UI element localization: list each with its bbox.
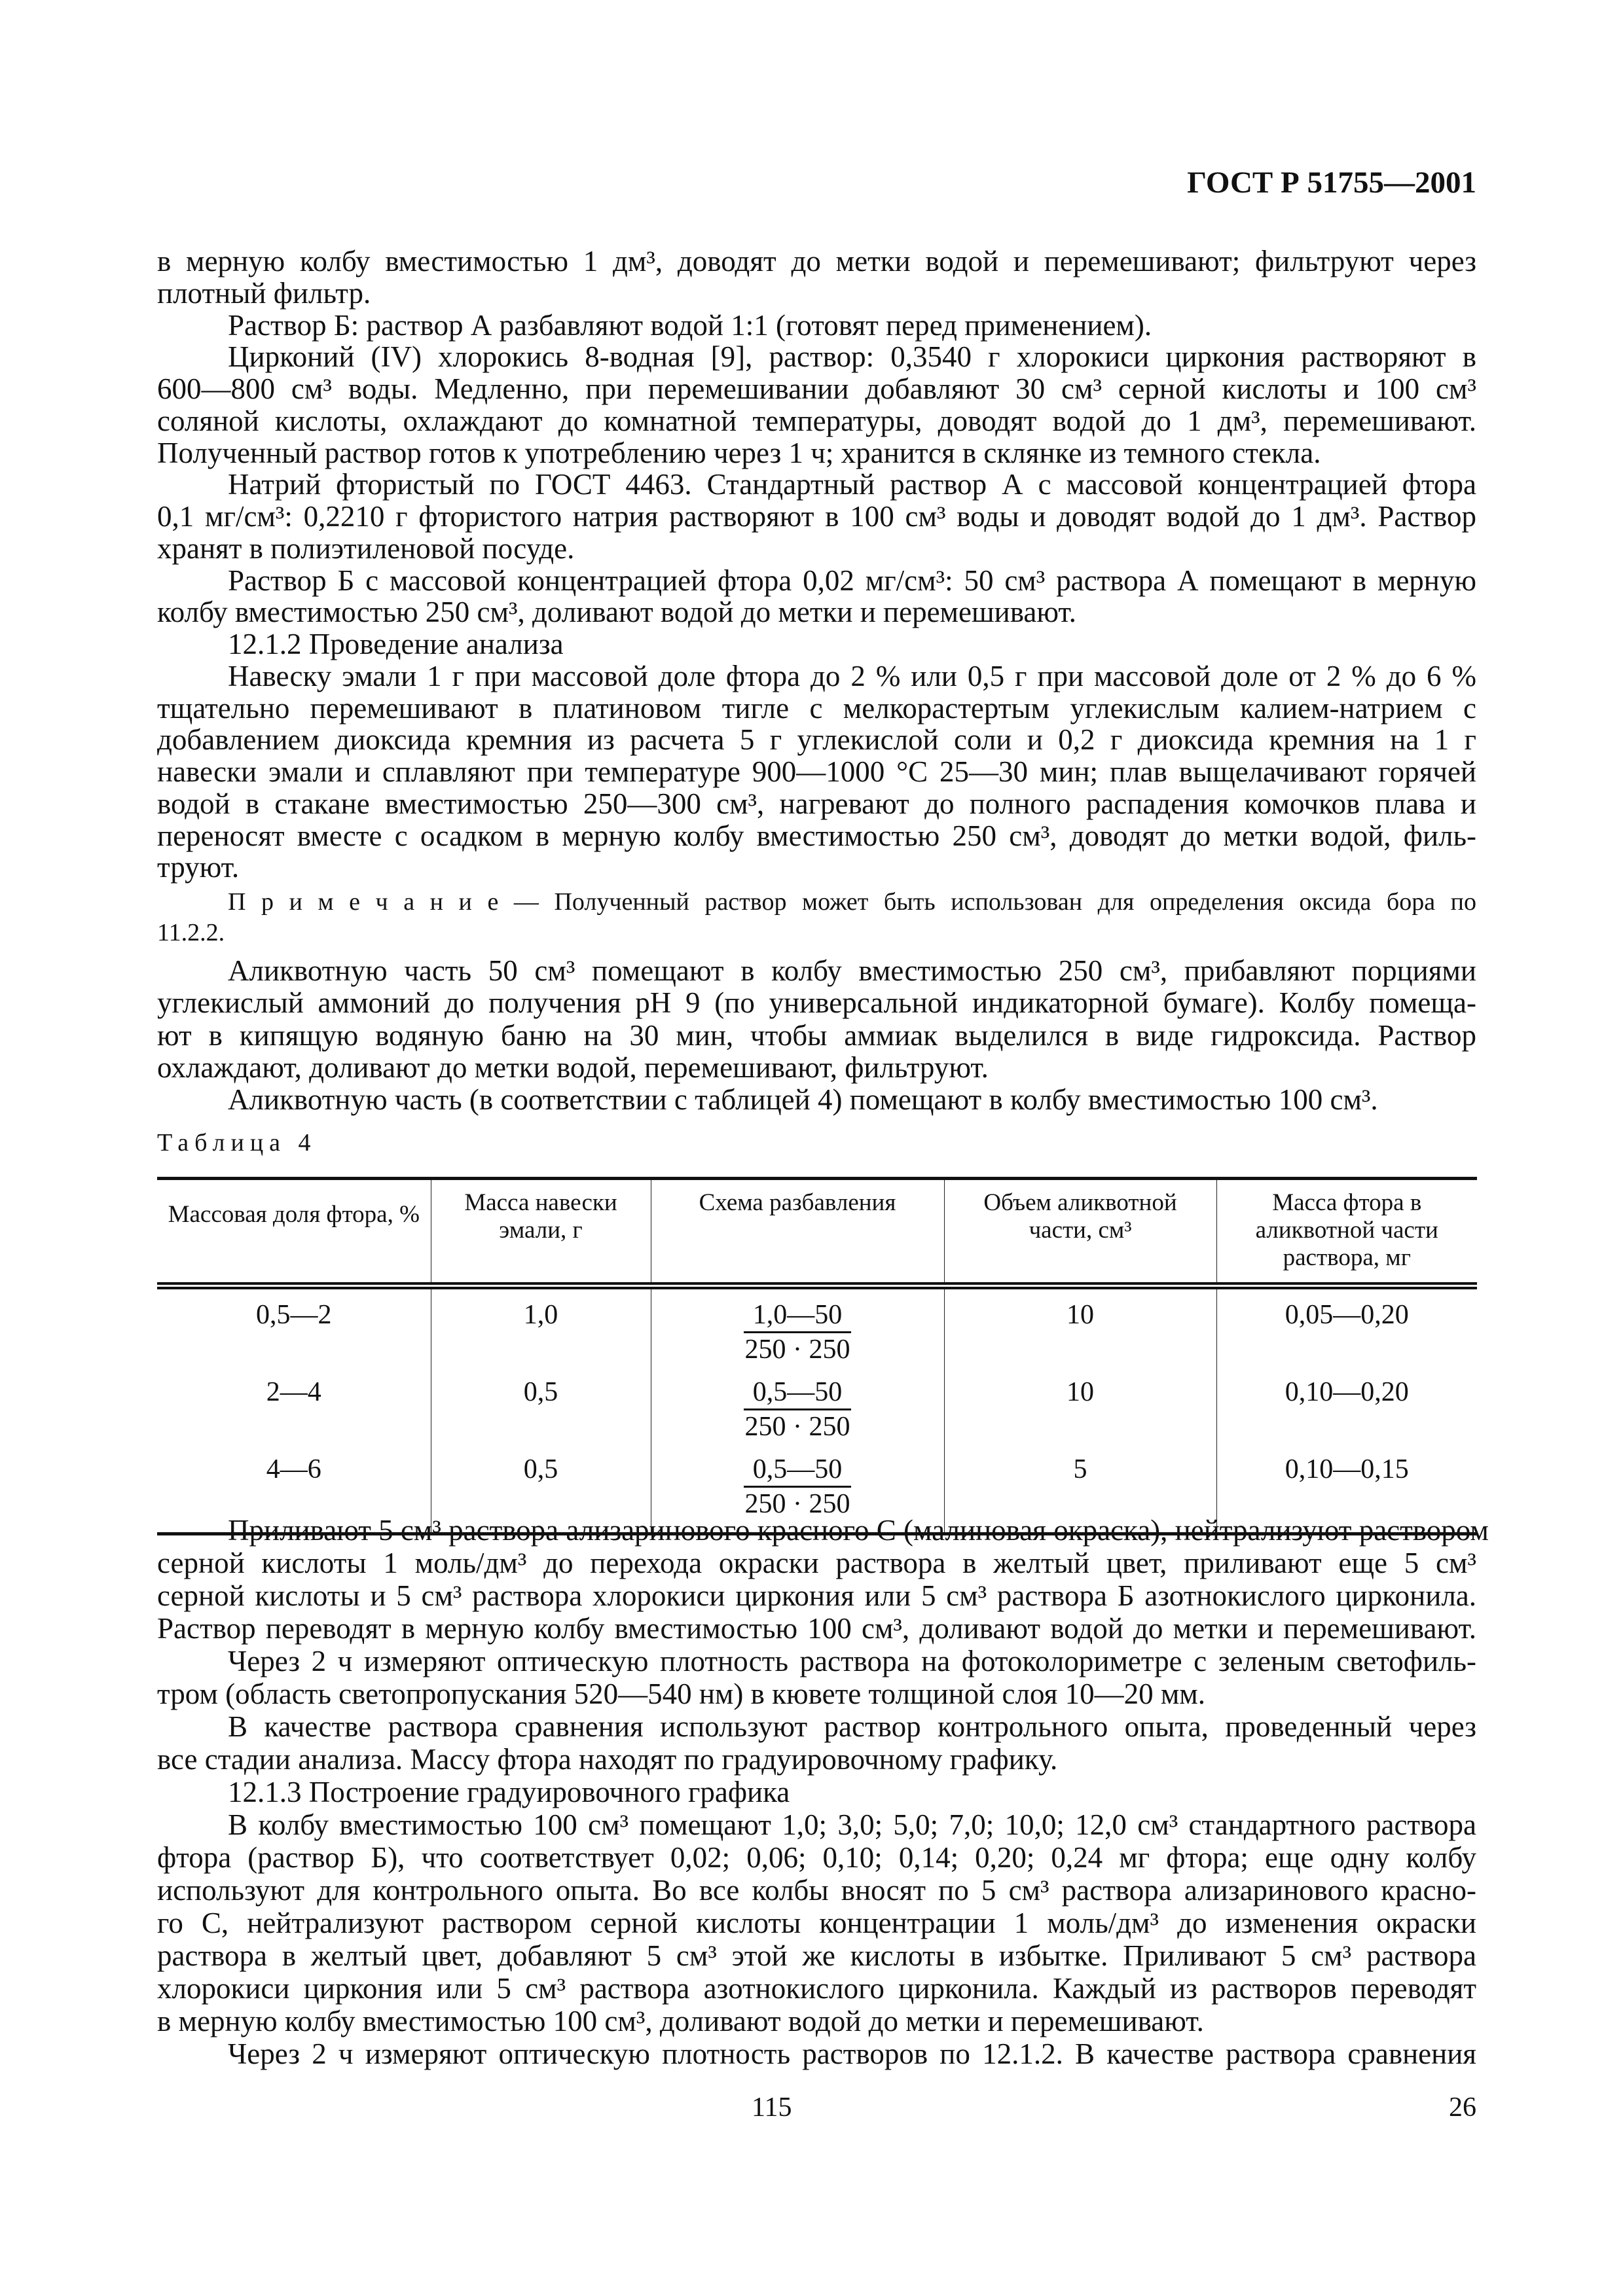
cell-sample-mass: 0,5 — [431, 1444, 651, 1534]
text-block-aliquot — [157, 955, 1476, 1116]
dilution-fraction — [744, 1453, 852, 1520]
text-line: Полученный раствор готов к употреблению через 1 ч; хранится в склянке из темного стекла. — [157, 436, 1321, 469]
document-code: ГОСТ Р 51755—2001 — [1187, 166, 1476, 200]
text-line: охлаждают, доливают до метки водой, перемешивают, фильтруют. — [157, 1050, 989, 1084]
text-line: 12.1.2 Проведение анализа — [228, 628, 564, 660]
fraction-numerator: 1,0—50 — [744, 1299, 852, 1333]
sheet-number: 26 — [1449, 2092, 1476, 2123]
text-line: серной кислоты 1 моль/дм³ до перехода окраски раствора в желтый цвет, приливают еще 5 см³ — [157, 1547, 1476, 1579]
page-number: 115 — [752, 2092, 792, 2123]
cell-fluorine-mass: 0,05—0,20 — [1216, 1286, 1477, 1367]
text-line: 0,1 мг/см³: 0,2210 г фтористого натрия растворяют в 100 см³ воды и доводят водой до 1 дм³. Раствор — [157, 500, 1476, 533]
cell-sample-mass: 1,0 — [431, 1286, 651, 1367]
text-line: тром (область светопропускания 520—540 нм) в кювете толщиной слоя 10—20 мм. — [157, 1677, 1206, 1710]
cell-aliquot-volume: 10 — [944, 1286, 1216, 1367]
text-line: Раствор Б: раствор А разбавляют водой 1:1 (готовят перед применением). — [228, 308, 1152, 342]
table-caption: Таблица 4 — [157, 1129, 317, 1157]
dilution-fraction — [744, 1299, 852, 1366]
text-line: хлорокиси циркония или 5 см³ раствора азотнокислого цирконила. Каждый из растворов переводят — [157, 1972, 1476, 2005]
text-line: 600—800 см³ воды. Медленно, при перемешивании добавляют 30 см³ серной кислоты и 100 см³ — [157, 372, 1476, 405]
text-line: 11.2.2. — [157, 919, 225, 946]
text-line: хранят в полиэтиленовой посуде. — [157, 531, 575, 565]
text-line: Натрий фтористый по ГОСТ 4463. Стандартный раствор А с массовой концентрацией фтора — [228, 468, 1476, 501]
cell-sample-mass: 0,5 — [431, 1367, 651, 1444]
text-line: в мерную колбу вместимостью 1 дм³, доводят до метки водой и перемешивают; фильтруют через — [157, 245, 1476, 278]
table-header-row — [157, 1179, 1477, 1286]
text-block-measurement — [157, 1514, 1489, 2070]
header-fluorine-fraction: Массовая доля фтора, % — [157, 1179, 431, 1286]
text-line: ют в кипящую водяную баню на 30 мин, чтобы аммиак выделился в виде гидроксида. Раствор — [157, 1018, 1476, 1052]
text-block-reagents — [157, 245, 1476, 884]
cell-fluorine-fraction: 2—4 — [266, 1377, 321, 1407]
cell-fluorine-fraction: 4—6 — [157, 1444, 431, 1534]
fraction-numerator: 0,5—50 — [744, 1376, 852, 1410]
text-line: 12.1.3 Построение градуировочного графика — [228, 1776, 790, 1808]
fraction-denominator: 250 · 250 — [744, 1335, 850, 1365]
fraction-denominator: 250 · 250 — [744, 1412, 850, 1442]
cell-dilution-scheme — [651, 1286, 944, 1367]
text-line: переносят вместе с осадком в мерную колбу вместимостью 250 см³, доводят до метки водой, филь- — [157, 819, 1476, 852]
cell-fluorine-mass: 0,10—0,20 — [1216, 1367, 1477, 1444]
text-line: Навеску эмали 1 г при массовой доле фтора до 2 % или 0,5 г при массовой доле от 2 % до 6 % — [228, 659, 1476, 692]
text-line: соляной кислоты, охлаждают до комнатной температуры, доводят водой до 1 дм³, перемешивают. — [157, 404, 1476, 437]
fraction-denominator: 250 · 250 — [744, 1489, 850, 1519]
text-line: тщательно перемешивают в платиновом тигле с мелкорастертым углекислым калием-натрием с — [157, 691, 1476, 725]
text-line: добавлением диоксида кремния из расчета 5 г углекислой соли и 0,2 г диоксида кремния на 1 г — [157, 723, 1476, 757]
text-line: В качестве раствора сравнения используют раствор контрольного опыта, проведенный через — [228, 1710, 1476, 1743]
text-line: го С, нейтрализуют раствором серной кислоты концентрации 1 моль/дм³ до изменения окраски — [157, 1907, 1476, 1939]
text-line: колбу вместимостью 250 см³, доливают водой до метки и перемешивают. — [157, 596, 1076, 629]
text-line: все стадии анализа. Массу фтора находят по градуировочному графику. — [157, 1743, 1058, 1776]
text-line: фтора (раствор Б), что соответствует 0,02; 0,06; 0,10; 0,14; 0,20; 0,24 мг фтора; еще одну колбу — [157, 1841, 1476, 1874]
fraction-numerator: 0,5—50 — [744, 1453, 852, 1488]
text-line: Приливают 5 см³ раствора ализаринового красного С (малиновая окраска), нейтрализуют раствором — [228, 1514, 1489, 1547]
text-line: навески эмали и сплавляют при температуре 900—1000 °С 25—30 мин; плав выщелачивают горячей — [157, 755, 1476, 788]
text-line: раствора в желтый цвет, добавляют 5 см³ этой же кислоты в избытке. Приливают 5 см³ раствора — [157, 1939, 1476, 1972]
cell-dilution-scheme — [651, 1367, 944, 1444]
text-line: Через 2 ч измеряют оптическую плотность растворов по 12.1.2. В качестве раствора сравнения — [228, 2037, 1476, 2070]
text-line: плотный фильтр. — [157, 276, 371, 310]
table-row — [157, 1286, 1477, 1367]
text-line: водой в стакане вместимостью 250—300 см³, нагревают до полного распадения комочков плава и — [157, 787, 1476, 820]
cell-fluorine-mass: 0,10—0,15 — [1216, 1444, 1477, 1534]
cell-aliquot-volume: 5 — [944, 1444, 1216, 1534]
note-block — [157, 887, 1476, 948]
text-line: труют. — [157, 851, 240, 884]
cell-aliquot-volume: 10 — [944, 1367, 1216, 1444]
header-dilution-scheme: Схема разбавления — [651, 1179, 944, 1286]
text-line: углекислый аммоний до получения рН 9 (по универсальной индикаторной бумаге). Колбу помеща- — [157, 986, 1476, 1020]
text-line: П р и м е ч а н и е — Полученный раствор может быть использован для определения оксида бора по — [228, 888, 1476, 916]
text-line: Аликвотную часть 50 см³ помещают в колбу вместимостью 250 см³, прибавляют порциями — [228, 954, 1476, 987]
dilution-fraction — [744, 1376, 852, 1443]
cell-fluorine-fraction: 0,5—2 — [256, 1300, 332, 1330]
header-fluorine-mass: Масса фтора в аликвотной части раствора, мг — [1216, 1179, 1477, 1286]
table-row — [157, 1367, 1477, 1444]
text-line: серной кислоты и 5 см³ раствора хлорокиси циркония или 5 см³ раствора Б азотнокислого цирконила. — [157, 1579, 1476, 1612]
text-line: используют для контрольного опыта. Во все колбы вносят по 5 см³ раствора ализаринового красно- — [157, 1874, 1476, 1907]
text-line: в мерную колбу вместимостью 100 см³, доливают водой до метки и перемешивают. — [157, 2005, 1204, 2037]
text-line: Аликвотную часть (в соответствии с таблицей 4) помещают в колбу вместимостью 100 см³. — [228, 1083, 1378, 1117]
text-line: Цирконий (IV) хлорокись 8-водная [9], раствор: 0,3540 г хлорокиси циркония растворяют в — [228, 340, 1476, 374]
text-line: Через 2 ч измеряют оптическую плотность раствора на фотоколориметре с зеленым светофиль- — [228, 1645, 1476, 1677]
text-line: Раствор переводят в мерную колбу вместимостью 100 см³, доливают водой до метки и перемешивают. — [157, 1612, 1476, 1645]
header-aliquot-volume: Объем аликвотной части, см³ — [944, 1179, 1216, 1286]
text-line: Раствор Б с массовой концентрацией фтора 0,02 мг/см³: 50 см³ раствора А помещают в мерную — [228, 564, 1476, 597]
header-sample-mass: Масса навески эмали, г — [431, 1179, 651, 1286]
dilution-table — [157, 1177, 1477, 1535]
text-line: В колбу вместимостью 100 см³ помещают 1,0; 3,0; 5,0; 7,0; 10,0; 12,0 см³ стандартного раствора — [228, 1808, 1476, 1841]
